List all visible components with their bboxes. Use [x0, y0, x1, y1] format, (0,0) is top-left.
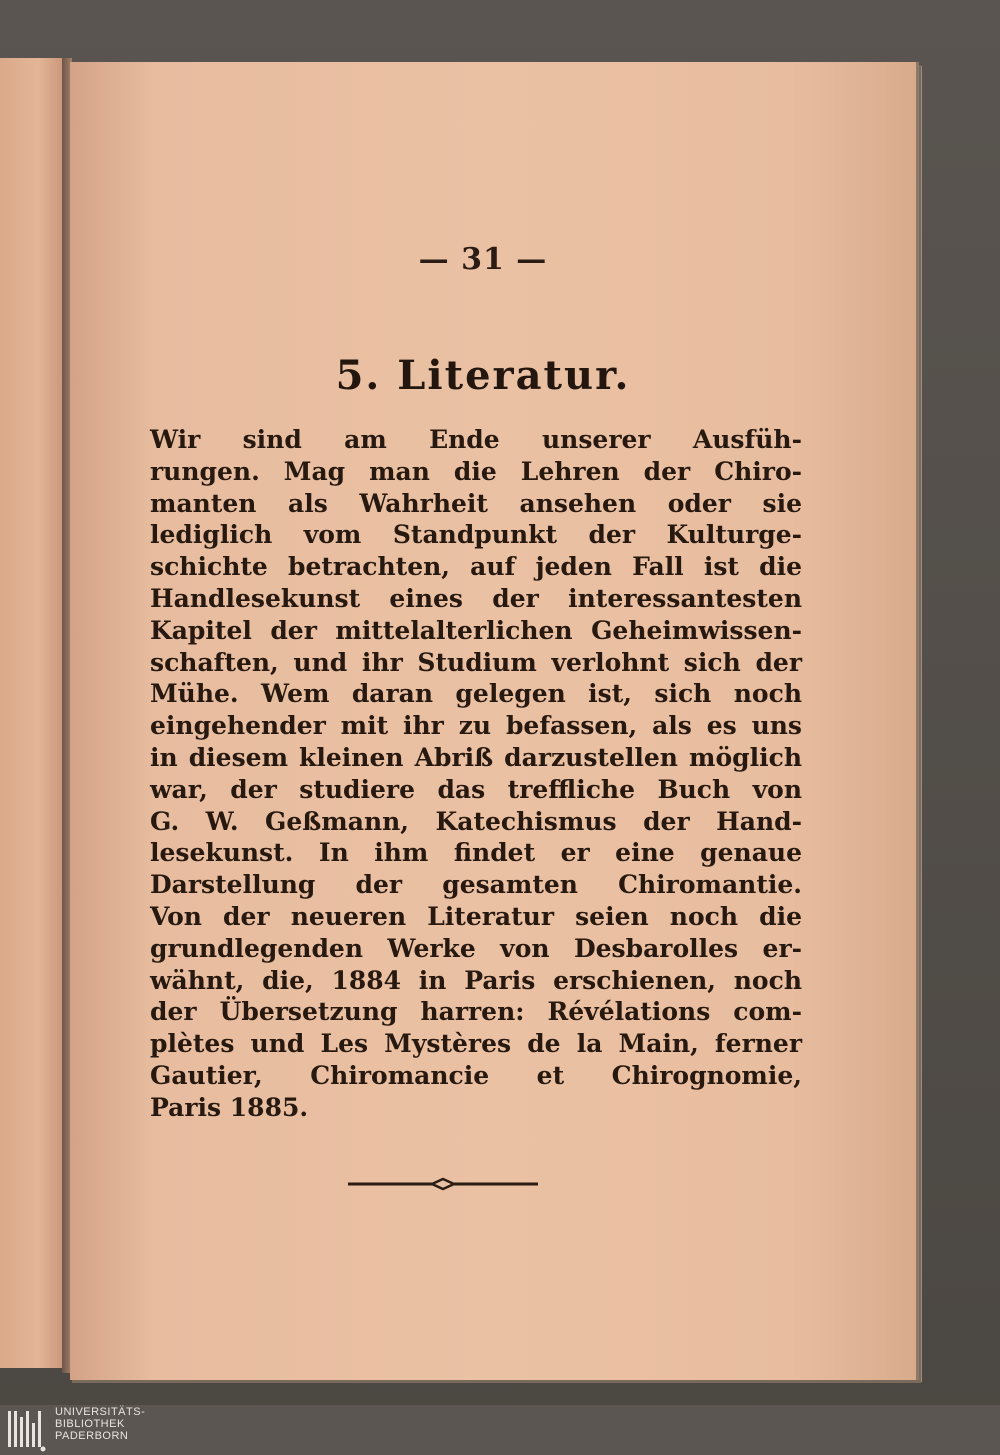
text-line: war, der studiere das treffliche Buch von: [150, 774, 802, 804]
text-line: wähnt, die, 1884 in Paris erschienen, noch: [150, 965, 802, 995]
text-line: grundlegenden Werke von Desbarolles er-: [150, 933, 802, 963]
text-line: Paris 1885.: [150, 1092, 309, 1122]
library-name-line: UNIVERSITÄTS-: [55, 1406, 146, 1418]
book-page: [70, 62, 919, 1380]
text-line: in diesem kleinen Abriß darzustellen möglich: [150, 742, 802, 772]
section-heading: 5. Literatur.: [335, 352, 631, 399]
text-line: Darstellung der gesamten Chiromantie.: [150, 870, 802, 900]
text-line: rungen. Mag man die Lehren der Chiro-: [150, 456, 802, 486]
text-line: der Übersetzung harren: Révélations com-: [150, 997, 802, 1027]
text-line: schaften, und ihr Studium verlohnt sich der: [150, 647, 802, 677]
text-line: Gautier, Chiromancie et Chirognomie,: [150, 1060, 802, 1090]
text-line: G. W. Geßmann, Katechismus der Hand-: [150, 806, 802, 836]
page-number: — 31 —: [418, 242, 548, 277]
left-page-edge: [0, 58, 66, 1368]
text-line: Von der neueren Literatur seien noch die: [150, 901, 802, 931]
text-line: manten als Wahrheit ansehen oder sie: [150, 488, 802, 518]
library-name-line: BIBLIOTHEK: [55, 1418, 125, 1430]
text-line: lediglich vom Standpunkt der Kulturge-: [150, 520, 802, 550]
text-line: Mühe. Wem daran gelegen ist, sich noch: [150, 679, 802, 709]
library-name-line: PADERBORN: [55, 1430, 129, 1442]
text-line: Handlesekunst eines der interessantesten: [150, 583, 802, 613]
library-logo-icon: [6, 1407, 46, 1453]
text-line: lesekunst. In ihm findet er eine genaue: [150, 838, 802, 868]
text-line: plètes und Les Mystères de la Main, ferner: [150, 1029, 802, 1059]
library-footer-bar: [0, 1405, 1000, 1455]
text-line: Wir sind am Ende unserer Ausfüh-: [150, 425, 802, 454]
text-line: Kapitel der mittelalterlichen Geheimwissen-: [150, 615, 802, 645]
body-text: [150, 424, 802, 1124]
text-line: eingehender mit ihr zu befassen, als es uns: [150, 711, 802, 741]
library-name: [55, 1406, 145, 1442]
ornament-divider-icon: [348, 1174, 538, 1194]
text-line: schichte betrachten, auf jeden Fall ist die: [150, 552, 802, 582]
